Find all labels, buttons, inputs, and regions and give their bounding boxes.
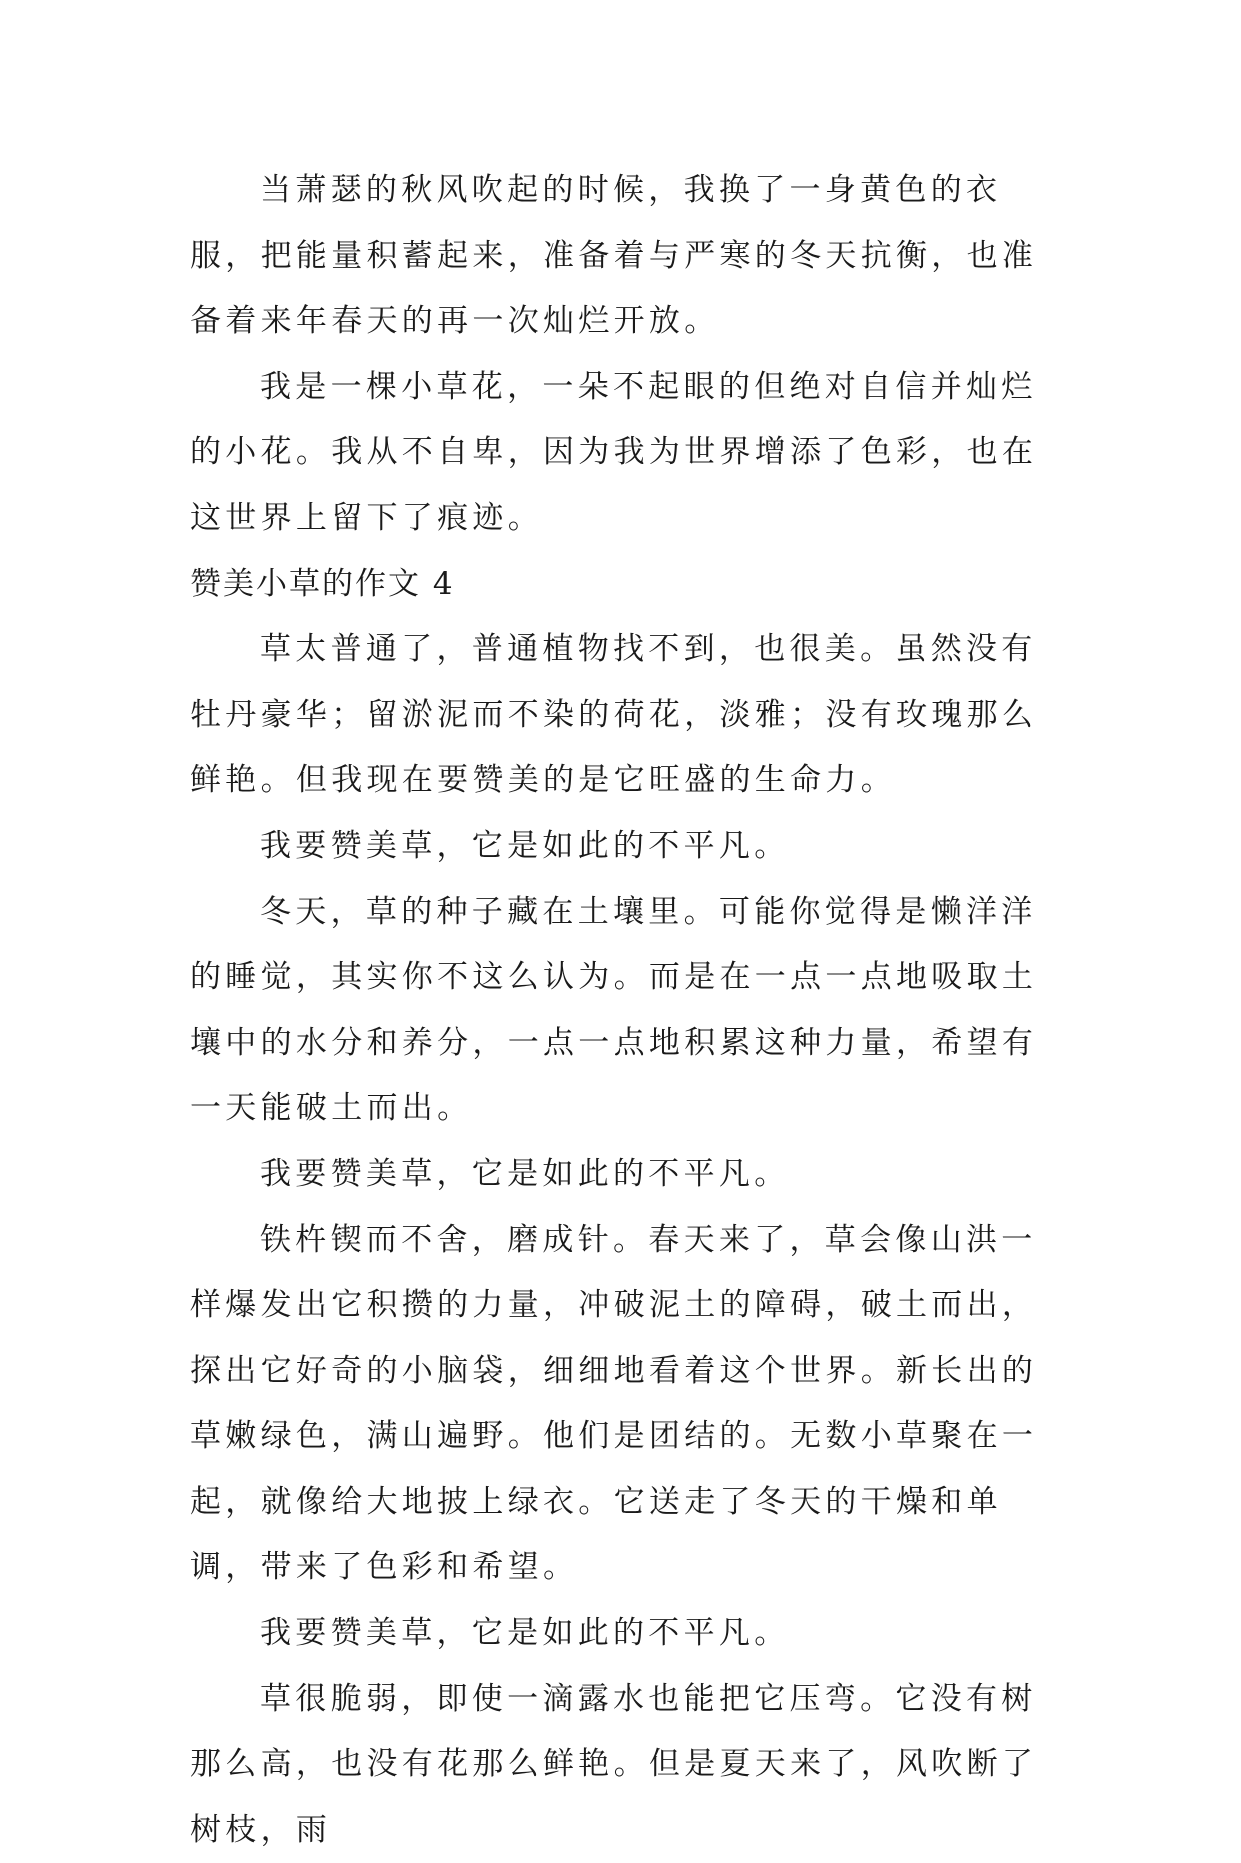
paragraph-autumn: 当萧瑟的秋风吹起的时候，我换了一身黄色的衣服，把能量积蓄起来，准备着与严寒的冬天抗衡，也准备着来年春天的再一次灿烂开放。 [190, 172, 1038, 340]
paragraph-little-flower: 我是一棵小草花，一朵不起眼的但绝对自信并灿烂的小花。我从不自卑，因为我为世界增添了色彩，也在这世界上留下了痕迹。 [190, 368, 1038, 536]
paragraph-winter: 冬天，草的种子藏在土壤里。可能你觉得是懒洋洋的睡觉，其实你不这么认为。而是在一点一点地吸取土壤中的水分和养分，一点一点地积累这种力量，希望有一天能破土而出。 [190, 893, 1038, 1127]
paragraph-spring: 铁杵锲而不舍，磨成针。春天来了，草会像山洪一样爆发出它积攒的力量，冲破泥土的障碍，破土而出，探出它好奇的小脑袋，细细地看着这个世界。新长出的草嫩绿色，满山遍野。他们是团结的。无数小草聚在一起，就像给大地披上绿衣。它送走了冬天的干燥和单调，带来了色彩和希望。 [190, 1221, 1038, 1586]
paragraph-refrain: 我要赞美草，它是如此的不平凡。 [260, 1155, 790, 1192]
paragraph-refrain: 我要赞美草，它是如此的不平凡。 [260, 827, 790, 864]
essay-heading: 赞美小草的作文 4 [190, 565, 455, 602]
paragraph-refrain: 我要赞美草，它是如此的不平凡。 [260, 1615, 790, 1652]
essay-text [190, 158, 1070, 1863]
paragraph-ordinary-grass: 草太普通了，普通植物找不到，也很美。虽然没有牡丹豪华；留淤泥而不染的荷花，淡雅；没有玫瑰那么鲜艳。但我现在要赞美的是它旺盛的生命力。 [190, 631, 1038, 799]
paragraph-fragile: 草很脆弱，即使一滴露水也能把它压弯。它没有树那么高，也没有花那么鲜艳。但是夏天来了，风吹断了树枝，雨 [190, 1680, 1038, 1848]
